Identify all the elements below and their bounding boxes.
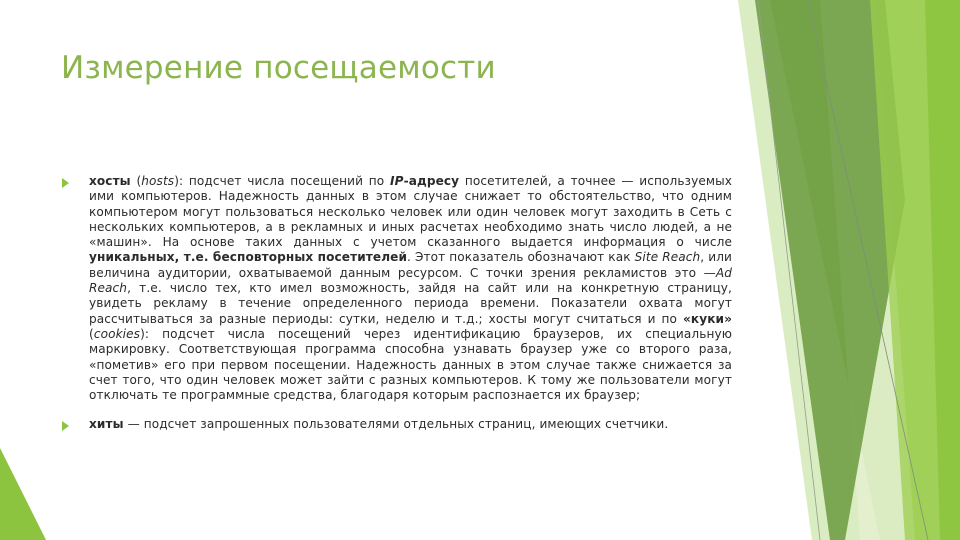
bullet-list: [62, 174, 732, 433]
bullet-text-hosts: хосты (hosts): подсчет числа посещений по IP-адресу посетителей, а точнее — используемых ими компьютеров. Надежность данных в этом случае снижает то обстоятельство, что одним компьютером могут пользоваться несколько человек или один человек могут заходить в Сеть с нескольких компьютеров, а в рекламных и иных расчетах необходимо знать число людей, а не «машин». На основе таких данных с учетом сказанного выдается информация о числе уникальных, т.е. бесповторных посетителей. Этот показатель обозначают как Site Reach, или величина аудитории, охватываемой данным ресурсом. С точки зрения рекламистов это —Ad Reach, т.е. число тех, кто имел возможность, зайдя на сайт или на конкретную страницу, увидеть рекламу в течение определенного периода времени. Показатели охвата могут рассчитываться за разные периоды: сутки, неделю и т.д.; хосты могут считаться и по «куки» (cookies): подсчет числа посещений через идентификацию браузеров, их специальную маркировку. Соответствующая программа способна узнавать браузер уже со второго раза, «пометив» его при первом посещении. Надежность данных в этом случае также снижается за счет того, что один человек может зайти с разных компьютеров. К тому же пользователи могут отключать те программные средства, благодаря которым распознается их браузер;: [89, 174, 733, 403]
emphasis-text: IP: [390, 174, 404, 188]
bullet-hits: [62, 417, 732, 432]
emphasis-text: хосты: [89, 174, 131, 188]
emphasis-text: хиты: [89, 417, 124, 432]
emphasis-text: Site Reach: [634, 250, 701, 265]
emphasis-text: «куки»: [683, 311, 732, 326]
emphasis-text: Ad Reach: [89, 265, 732, 296]
bullet-text-hits: хиты — подсчет запрошенных пользователями отдельных страниц, имеющих счетчики.: [89, 417, 669, 432]
bullet-arrow-icon: [62, 421, 69, 431]
stripe-bottom-left: [0, 448, 46, 540]
emphasis-text: hosts: [141, 174, 175, 188]
emphasis-text: уникальных, т.е. бесповторных посетителей: [89, 250, 408, 265]
bullet-arrow-icon: [62, 178, 69, 188]
slide-title: Измерение посещаемости: [61, 50, 496, 86]
bullet-hosts: [62, 174, 732, 403]
emphasis-text: cookies: [93, 326, 141, 341]
emphasis-text: -адресу: [403, 174, 460, 188]
